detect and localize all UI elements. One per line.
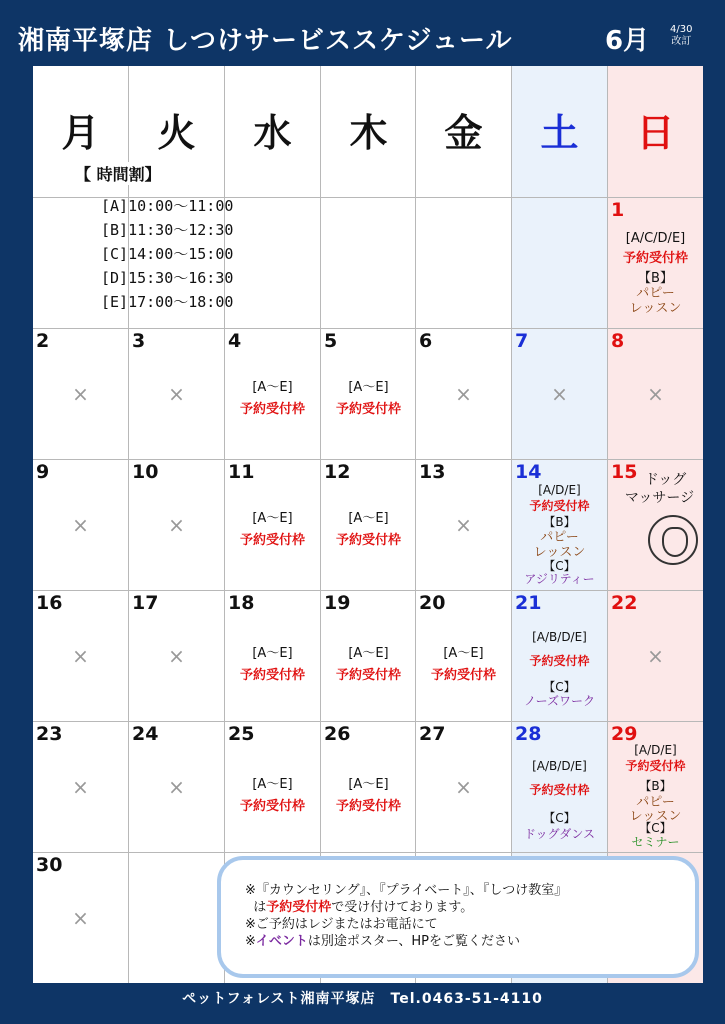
closed-mark: ×	[72, 382, 89, 406]
lesson-label: レッスン	[629, 301, 682, 316]
day-cell-21	[512, 590, 607, 721]
slot-codes: [A/B/D/E]	[532, 759, 587, 773]
reserve-label: 予約受付枠	[529, 783, 590, 797]
day-cell-14	[512, 459, 607, 590]
slot-codes: [A～E]	[252, 511, 293, 526]
closed-mark: ×	[551, 382, 568, 406]
revision-label: 改訂	[671, 36, 692, 47]
day-cell-27	[416, 721, 511, 852]
closed-mark: ×	[168, 513, 185, 537]
weekday-fri: 金	[444, 111, 483, 155]
day-cell-3	[129, 328, 224, 459]
notice-line-3: ※ご予約はレジまたはお電話にて	[245, 917, 438, 932]
reserve-label: 予約受付枠	[239, 533, 305, 548]
calendar-grid	[33, 66, 703, 983]
day-number: 10	[132, 461, 159, 483]
day-cell-15	[608, 459, 703, 590]
agility-label: アジリティー	[524, 572, 595, 586]
closed-mark: ×	[455, 513, 472, 537]
slot-codes: [A～E]	[252, 646, 293, 661]
reserve-label: 予約受付枠	[335, 402, 401, 417]
weekday-sat: 土	[540, 111, 579, 155]
day-number: 19	[324, 592, 351, 614]
slot-codes: 【C】	[543, 680, 576, 694]
notice-text: で受け付けております。	[331, 900, 474, 915]
day-number: 25	[228, 723, 255, 745]
day-number: 30	[36, 854, 63, 876]
day-number: 21	[515, 592, 542, 614]
notice-box	[217, 856, 699, 978]
reserve-label: 予約受付枠	[239, 668, 305, 683]
closed-mark: ×	[168, 644, 185, 668]
day-number: 20	[419, 592, 446, 614]
slot-codes: [A～E]	[348, 777, 389, 792]
day-number: 5	[324, 330, 338, 352]
day-cell-11	[225, 459, 320, 590]
notice-line-1: ※『カウンセリング』、『プライベート』、『しつけ教室』	[245, 883, 568, 898]
day-number: 1	[611, 199, 625, 221]
slot-codes: 【B】	[638, 271, 673, 286]
reserve-label: 予約受付枠	[239, 402, 305, 417]
weekday-sun: 日	[636, 111, 675, 155]
closed-mark: ×	[168, 382, 185, 406]
slot-codes: 【B】	[543, 515, 576, 529]
day-number: 11	[228, 461, 255, 483]
slot-codes: [A/C/D/E]	[625, 231, 686, 246]
timetable-heading: 【 時間割】	[73, 162, 163, 185]
day-cell-30	[33, 852, 128, 983]
massage-label: マッサージ	[624, 490, 695, 506]
day-cell-12	[321, 459, 416, 590]
day-number: 18	[228, 592, 255, 614]
slot-codes: [A～E]	[348, 511, 389, 526]
timetable-slot-c: [C]14:00～15:00	[101, 245, 234, 263]
slot-codes: [A～E]	[443, 646, 484, 661]
weekday-thu: 木	[349, 111, 388, 155]
slot-codes: [A～E]	[348, 646, 389, 661]
day-cell-9	[33, 459, 128, 590]
revision-note	[670, 24, 692, 48]
day-number: 24	[132, 723, 159, 745]
day-number: 16	[36, 592, 63, 614]
nosework-label: ノーズワーク	[523, 694, 596, 708]
slot-codes: 【C】	[639, 821, 672, 835]
day-cell-17	[129, 590, 224, 721]
closed-mark: ×	[647, 644, 664, 668]
reserve-label: 予約受付枠	[335, 533, 401, 548]
puppy-label: パピー	[636, 286, 675, 301]
closed-mark: ×	[455, 775, 472, 799]
notice-text: は	[253, 900, 267, 915]
day-cell-2	[33, 328, 128, 459]
day-cell-5	[321, 328, 416, 459]
massage-label: ドッグ	[644, 472, 687, 488]
day-cell-22	[608, 590, 703, 721]
reserve-label: 予約受付枠	[625, 759, 686, 773]
closed-mark: ×	[72, 775, 89, 799]
day-number: 27	[419, 723, 446, 745]
slot-codes: [A～E]	[252, 777, 293, 792]
day-number: 13	[419, 461, 446, 483]
notice-highlight-reserve: 予約受付枠	[266, 900, 332, 915]
closed-mark: ×	[168, 775, 185, 799]
puppy-label: パピー	[540, 530, 579, 545]
day-cell-26	[321, 721, 416, 852]
slot-codes: 【C】	[543, 559, 576, 573]
day-number: 22	[611, 592, 638, 614]
reserve-label: 予約受付枠	[622, 251, 688, 266]
day-number: 2	[36, 330, 50, 352]
closed-mark: ×	[647, 382, 664, 406]
timetable-slot-b: [B]11:30～12:30	[101, 221, 234, 239]
closed-mark: ×	[455, 382, 472, 406]
revision-date: 4/30	[670, 24, 693, 35]
day-number: 15	[611, 461, 638, 483]
day-cell-1	[608, 197, 703, 328]
timetable-slot-d: [D]15:30～16:30	[101, 269, 234, 287]
timetable-slot-e: [E]17:00～18:00	[101, 293, 234, 311]
seminar-label: セミナー	[631, 835, 680, 849]
dog-massage-logo-icon	[648, 515, 698, 565]
slot-codes: 【C】	[543, 811, 576, 825]
closed-mark: ×	[72, 906, 89, 930]
day-cell-20	[416, 590, 511, 721]
weekday-mon: 月	[61, 111, 100, 155]
day-number: 4	[228, 330, 242, 352]
day-number: 14	[515, 461, 542, 483]
day-cell-10	[129, 459, 224, 590]
day-cell-16	[33, 590, 128, 721]
day-number: 3	[132, 330, 146, 352]
page-title: 湘南平塚店 しつけサービススケジュール	[18, 26, 513, 56]
weekday-tue: 火	[157, 111, 196, 155]
day-number: 9	[36, 461, 50, 483]
slot-codes: [A/D/E]	[538, 483, 581, 497]
day-cell-13	[416, 459, 511, 590]
reserve-label: 予約受付枠	[529, 499, 590, 513]
closed-mark: ×	[72, 513, 89, 537]
slot-codes: 【B】	[639, 779, 672, 793]
notice-line-2	[245, 899, 567, 916]
slot-codes: [A/B/D/E]	[532, 630, 587, 644]
day-number: 29	[611, 723, 638, 745]
notice-text: は別途ポスター、HPをご覧ください	[307, 934, 521, 949]
footer-store-info: ペットフォレスト湘南平塚店 Tel.0463-51-4110	[182, 991, 543, 1007]
dogdance-label: ドッグダンス	[523, 827, 596, 841]
day-cell-8	[608, 328, 703, 459]
month-label: 6月	[605, 26, 650, 56]
notice-line-4	[245, 933, 567, 950]
day-number: 8	[611, 330, 625, 352]
slot-codes: [A/D/E]	[634, 743, 677, 757]
weekday-wed: 水	[253, 111, 292, 155]
day-cell-6	[416, 328, 511, 459]
day-cell-19	[321, 590, 416, 721]
day-number: 12	[324, 461, 351, 483]
lesson-label: レッスン	[629, 809, 682, 824]
day-cell-23	[33, 721, 128, 852]
timetable-slot-a: [A]10:00～11:00	[101, 197, 234, 215]
day-cell-4	[225, 328, 320, 459]
day-number: 28	[515, 723, 542, 745]
day-cell-29	[608, 721, 703, 852]
day-number: 17	[132, 592, 159, 614]
day-number: 6	[419, 330, 433, 352]
closed-mark: ×	[72, 644, 89, 668]
lesson-label: レッスン	[533, 545, 586, 560]
day-cell-28	[512, 721, 607, 852]
reserve-label: 予約受付枠	[529, 654, 590, 668]
timetable-list	[101, 194, 233, 314]
reserve-label: 予約受付枠	[239, 799, 305, 814]
slot-codes: [A～E]	[348, 380, 389, 395]
notice-text: ※	[245, 934, 256, 949]
reserve-label: 予約受付枠	[430, 668, 496, 683]
day-number: 26	[324, 723, 351, 745]
day-cell-18	[225, 590, 320, 721]
day-cell-7	[512, 328, 607, 459]
reserve-label: 予約受付枠	[335, 668, 401, 683]
reserve-label: 予約受付枠	[335, 799, 401, 814]
slot-codes: [A～E]	[252, 380, 293, 395]
day-number: 7	[515, 330, 529, 352]
day-number: 23	[36, 723, 63, 745]
puppy-label: パピー	[636, 795, 675, 810]
day-cell-24	[129, 721, 224, 852]
day-cell-25	[225, 721, 320, 852]
notice-highlight-event: イベント	[255, 934, 308, 949]
